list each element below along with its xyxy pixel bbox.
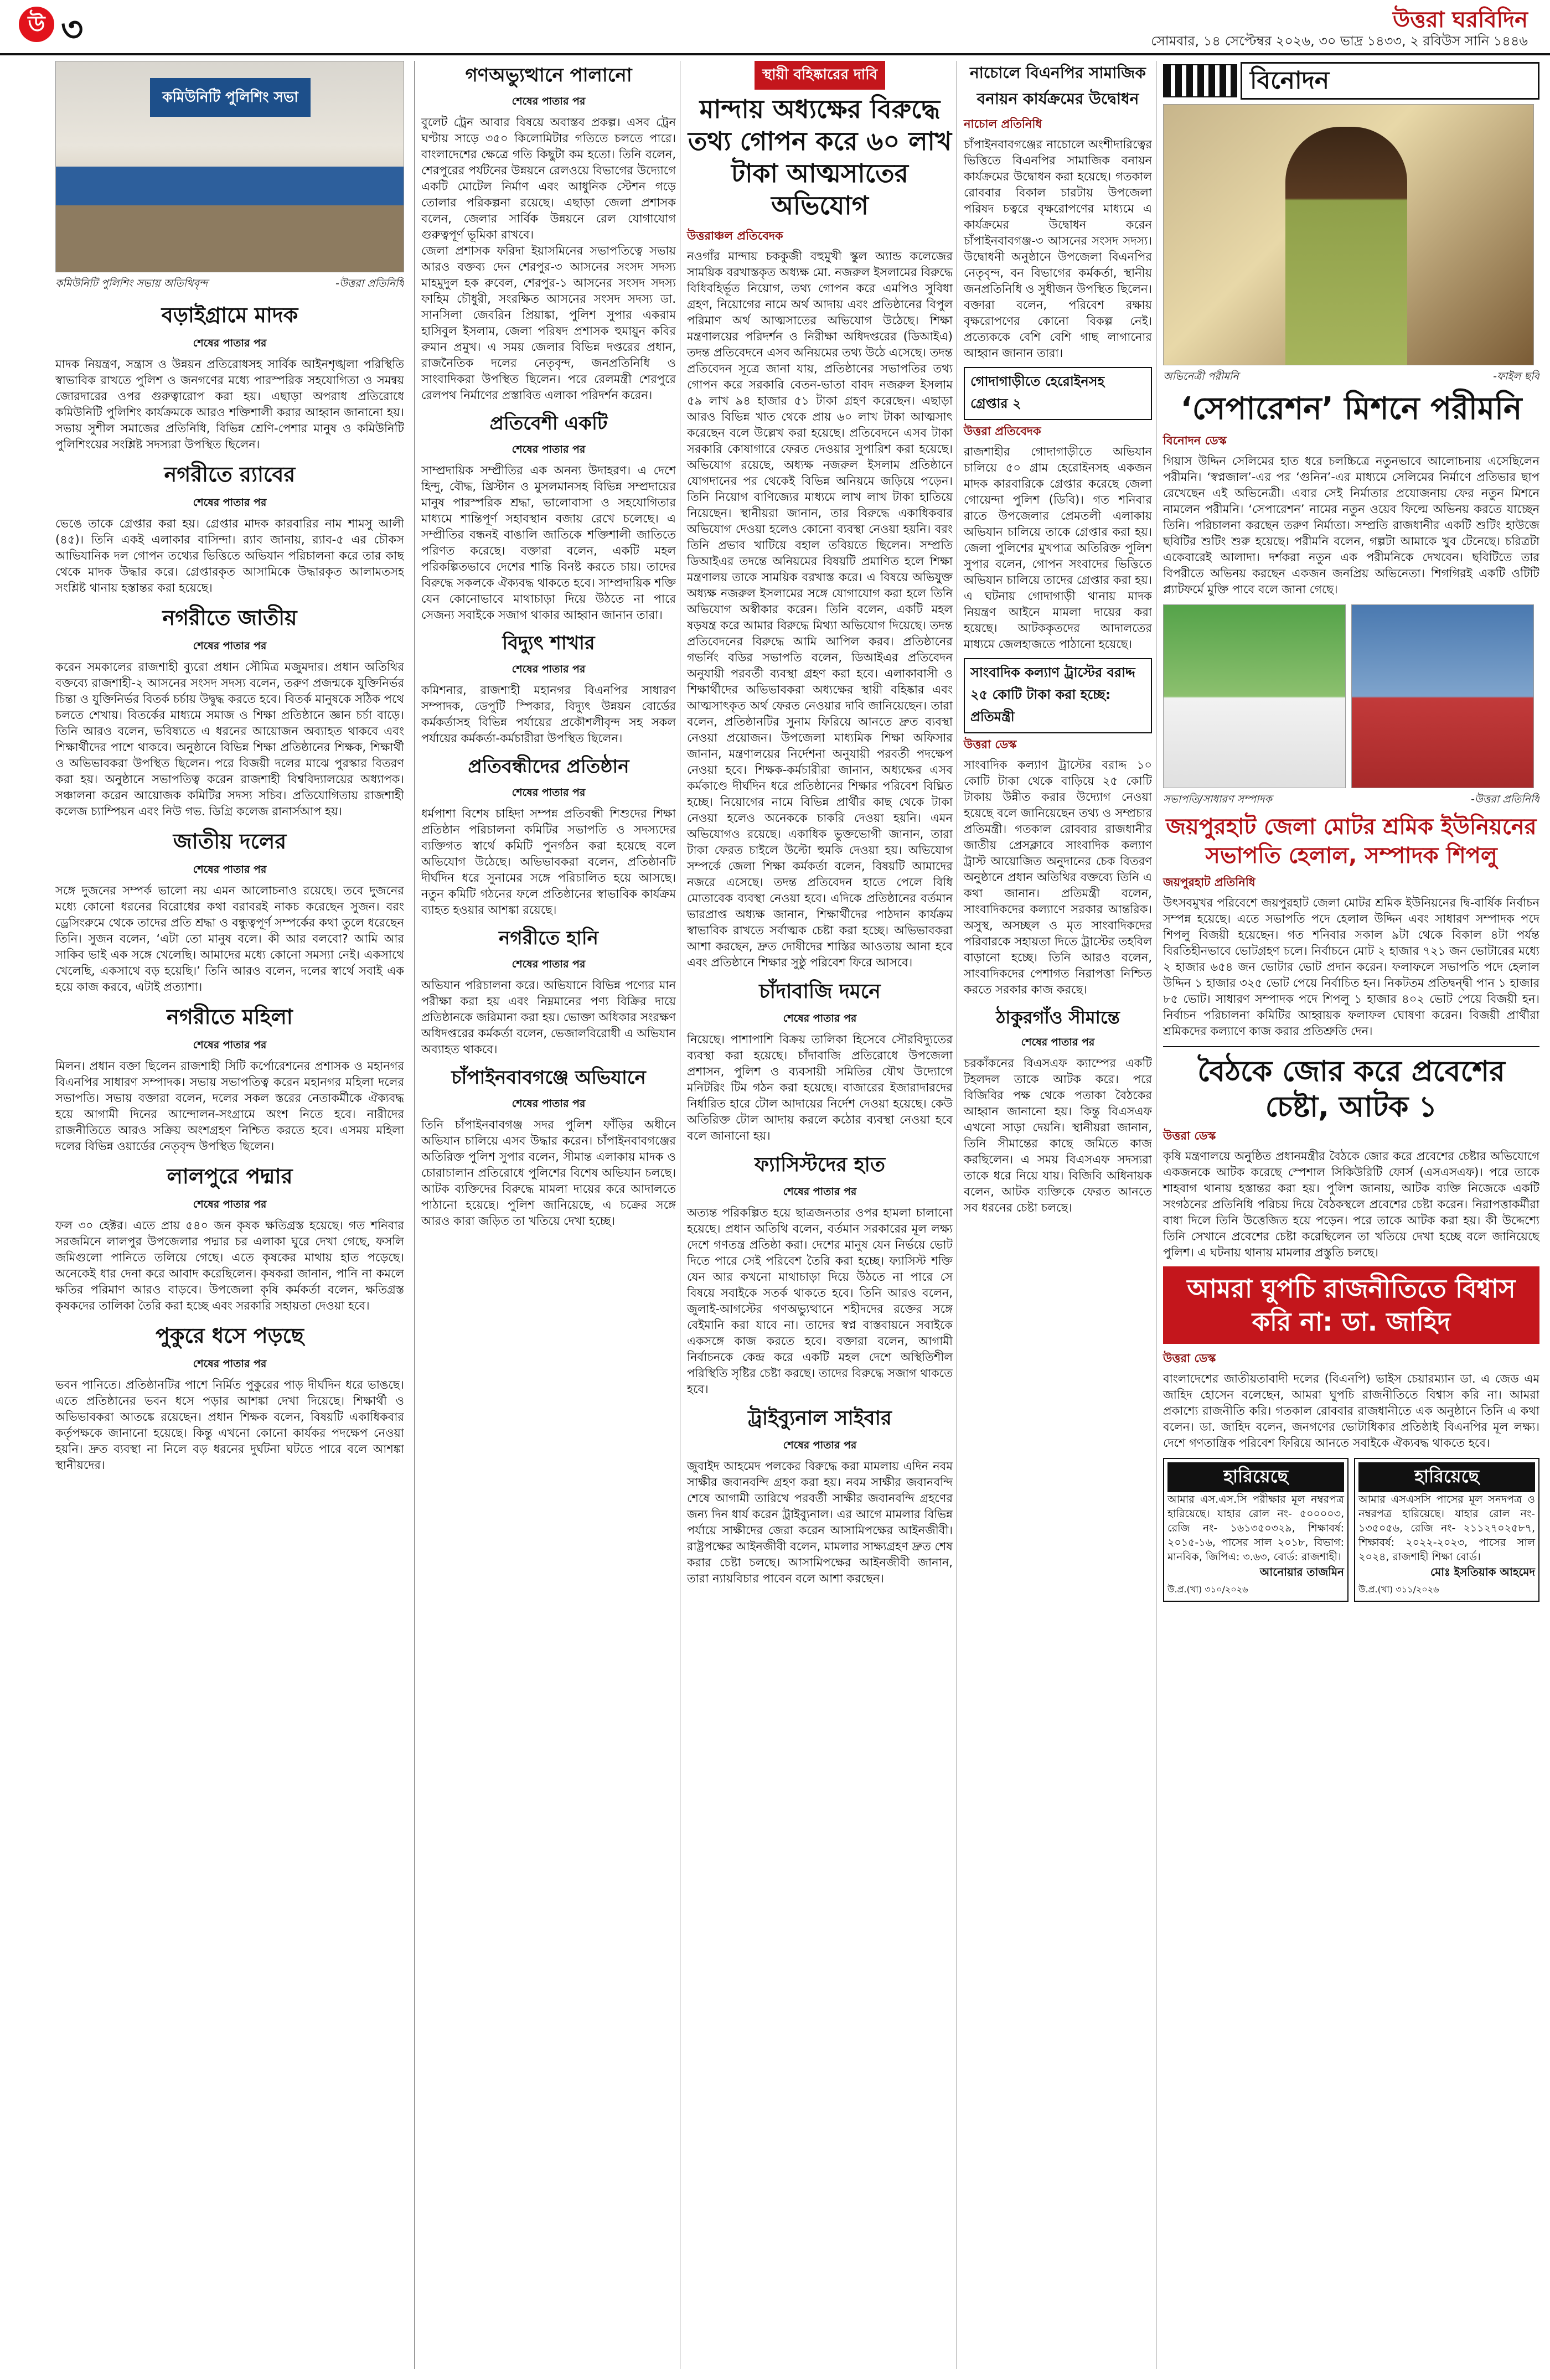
headline-11: প্রতিবন্ধীদের প্রতিষ্ঠান: [468, 756, 629, 778]
article-body-17: চাঁপাইনবাবগঞ্জের নাচোলে অংশীদারিত্বের ভিত্তিতে বিএনপির সামাজিক বনায়ন কার্যক্রমের উদ্বোধন করা হয়েছে। গতকাল রোববার বিকাল চারটায় উপজেলা পরিষদ চত্বরে বৃক্ষরোপণের মাধ্যমে এ কার্যক্রমের উদ্বোধন করেন চাঁপাইনবাবগঞ্জ-৩ আসনের সংসদ সদস্য। উদ্বোধনী অনুষ্ঠানে উপজেলা বিএনপির নেতৃবৃন্দ, বন বিভাগের কর্মকর্তা, স্থানীয় জনপ্রতিনিধি ও সুধীজন উপস্থিত ছিলেন। বক্তারা বলেন, পরিবেশ রক্ষায় বৃক্ষরোপণের কোনো বিকল্প নেই। প্রত্যেককে বেশি বেশি গাছ লাগানোর আহ্বান জানান তারা।: [964, 138, 1152, 360]
subhead-7: শেষের পাতার পর: [193, 1358, 267, 1370]
headline-3: নগরীতে জাতীয়: [162, 606, 297, 630]
headline-16: ট্রাইব্যুনাল সাইবার: [748, 1407, 892, 1430]
section-label: বিনোদন: [1241, 62, 1539, 100]
photo-caption-2: [1163, 369, 1539, 386]
headline-8: গণঅভ্যুত্থানে পালানো: [465, 64, 632, 86]
headline-12: নগরীতে হানি: [499, 927, 598, 949]
lead-byline: উত্তরাঞ্চল প্রতিবেদক: [687, 229, 783, 242]
article-body-9: সাম্প্রদায়িক সম্প্রীতির এক অনন্য উদাহরণ। এ দেশে হিন্দু, বৌদ্ধ, খ্রিস্টান ও মুসলমানসহ বিভিন্ন সম্প্রদায়ের মানুষ পারস্পরিক শ্রদ্ধা, ভালোবাসা ও সহযোগিতার মাধ্যমে শান্তিপূর্ণ সহাবস্থান বজায় রেখে চলেছে। এ সম্প্রীতির বন্ধনই বাঙালি জাতিকে শক্তিশালী জাতিতে পরিণত করেছে। বক্তারা বলেন, একটি মহল পরিকল্পিতভাবে দেশের শান্তি বিনষ্ট করতে চায়। তাদের বিরুদ্ধে সকলকে ঐক্যবদ্ধ থাকতে হবে। সাম্প্রদায়িক শক্তি যেন কোনোভাবে মাথাচাড়া দিয়ে উঠতে না পারে সেজন্য সবাইকে সজাগ থাকার আহ্বান জানান তারা।: [421, 464, 676, 622]
lost-notice-1-body: আমার এস.এস.সি পরীক্ষার মূল নম্বরপত্র হারিয়েছে। যাহার রোল নং- ৫০০০০৩, রেজি নং- ১৬১৩৫০৩২৯, শিক্ষাবর্ষ: ২০১৫-১৬, পাসের সাল ২০১৮, বিভাগ: মানবিক, জিপিএ: ৩.৬৩, বোর্ড: রাজশাহী।: [1167, 1493, 1344, 1563]
porimoni-photo: [1163, 104, 1534, 365]
article-body-21: গিয়াস উদ্দিন সেলিমের হাত ধরে চলচ্চিত্রে নতুনভাবে আলোচনায় এসেছিলেন পরীমনি। ‘স্বপ্নজাল’-এর পর ‘গুনিন’-এর মাধ্যমে সেলিমের নির্মাণে প্রতিভার ছাপ রেখেছেন এই অভিনেত্রী। এবার সেই নির্মাতার প্রযোজনায় ফের নতুন মিশনে নামলেন পরীমনি। ‘সেপারেশন’ নামের নতুন ওয়েব ফিল্মে অভিনয় করতে যাচ্ছেন তিনি। পরিচালনা করছেন তরুণ নির্মাতা। সম্প্রতি রাজধানীর একটি শুটিং হাউজে ছবিটির শুটিং শুরু হয়েছে। পরীমনি বলেন, গল্পটা আমাকে খুব টেনেছে। চরিত্রটা একেবারেই আলাদা। দর্শকরা নতুন এক পরীমনিকে দেখবেন। ছবিটিতে তার বিপরীতে অভিনয় করছেন একজন জনপ্রিয় অভিনেতা। শিগগিরই একটি ওটিটি প্ল্যাটফর্মে মুক্তি পাবে বলে জানা গেছে।: [1163, 454, 1539, 596]
headline-4: জাতীয় দলের: [173, 829, 287, 853]
headline-1: বড়াইগ্রামে মাদক: [161, 303, 298, 327]
article-body-19: সাংবাদিক কল্যাণ ট্রাস্টের বরাদ্দ ১০ কোটি টাকা থেকে বাড়িয়ে ২৫ কোটি টাকায় উন্নীত করার উদ্যোগ নেওয়া হয়েছে বলে জানিয়েছেন তথ্য ও সম্প্রচার প্রতিমন্ত্রী। গতকাল রোববার রাজধানীর জাতীয় প্রেসক্লাবে সাংবাদিক কল্যাণ ট্রাস্ট আয়োজিত অনুদানের চেক বিতরণ অনুষ্ঠানে প্রধান অতিথির বক্তব্যে তিনি এ কথা জানান। প্রতিমন্ত্রী বলেন, সাংবাদিকদের কল্যাণে সরকার আন্তরিক। অসুস্থ, অসচ্ছল ও মৃত সাংবাদিকদের পরিবারকে সহায়তা দিতে ট্রাস্টের তহবিল বাড়ানো হচ্ছে। তিনি আরও বলেন, সাংবাদিকদের পেশাগত নিরাপত্তা নিশ্চিত করতে সরকার কাজ করছে।: [964, 758, 1152, 996]
headline-15: ফ্যাসিস্টদের হাত: [754, 1153, 886, 1176]
byline-21: বিনোদন ডেস্ক: [1163, 434, 1227, 447]
subhead-6: শেষের পাতার পর: [193, 1198, 267, 1210]
subhead-16: শেষের পাতার পর: [783, 1439, 857, 1451]
photo-credit-3: -উত্তরা প্রতিনিধি: [1471, 793, 1539, 805]
subhead-5: শেষের পাতার পর: [193, 1039, 267, 1051]
byline-23: উত্তরা ডেস্ক: [1163, 1129, 1216, 1142]
lost-notice-2: [1354, 1458, 1539, 1602]
portrait-figure: [1285, 127, 1407, 365]
subhead-11: শেষের পাতার পর: [512, 787, 586, 799]
headline-9: প্রতিবেশী একটি: [489, 412, 608, 434]
article-body-14: নিয়েছে। পাশাপাশি বিক্রয় তালিকা হিসেবে সৌরবিদ্যুতের ব্যবস্থা করা হয়েছে। চাঁদাবাজি প্রতিরোধে উপজেলা প্রশাসন, পুলিশ ও ব্যবসায়ী সমিতির যৌথ উদ্যোগে মনিটরিং টিম গঠন করা হয়েছে। বাজারের ইজারাদারদের নির্ধারিত হারে টোল আদায়ের নির্দেশ দেওয়া হয়েছে। কেউ অতিরিক্ত টোল আদায় করলে কঠোর ব্যবস্থা নেওয়া হবে বলে জানানো হয়।: [687, 1033, 953, 1142]
headline-24: আমরা ঘুপচি রাজনীতিতে বিশ্বাস করি না: ডা. জাহিদ: [1163, 1266, 1539, 1344]
column-4: [957, 61, 1152, 2369]
paper-name: উত্তরা ঘরবিদিন: [1392, 7, 1528, 33]
headline-22: জয়পুরহাট জেলা মোটর শ্রমিক ইউনিয়নের সভাপতি হেলাল, সম্পাদক শিপলু: [1166, 814, 1537, 868]
article-body-15: অত্যন্ত পরিকল্পিত হয়ে ছাত্রজনতার ওপর হামলা চালানো হয়েছে। প্রধান অতিথি বলেন, বর্তমান সরকারের মূল লক্ষ্য দেশে গণতন্ত্র প্রতিষ্ঠা করা। দেশের মানুষ যেন নির্ভয়ে ভোট দিতে পারে সেই পরিবেশ তৈরি করা হচ্ছে। ফ্যাসিস্ট শক্তি যেন আর কখনো মাথাচাড়া দিয়ে উঠতে না পারে সে বিষয়ে সবাইকে সতর্ক থাকতে হবে। তিনি আরও বলেন, জুলাই-আগস্টের গণঅভ্যুত্থানে শহীদদের রক্তের সঙ্গে বেইমানি করা যাবে না। তাদের স্বপ্ন বাস্তবায়নে সবাইকে একসঙ্গে কাজ করতে হবে। বক্তারা বলেন, আগামী নির্বাচনকে কেন্দ্র করে একটি মহল দেশে অস্থিতিশীল পরিস্থিতি সৃষ্টির চেষ্টা করছে। তাদের বিরুদ্ধে সজাগ থাকতে হবে।: [687, 1206, 953, 1396]
subhead-14: শেষের পাতার পর: [783, 1012, 857, 1025]
subhead-20: শেষের পাতার পর: [1021, 1036, 1095, 1048]
photo-banner: কমিউনিটি পুলিশিং সভা: [150, 78, 311, 117]
article-body-13: তিনি চাঁপাইনবাবগঞ্জ সদর পুলিশ ফাঁড়ির অধীনে অভিযান চালিয়ে এসব উদ্ধার করেন। চাঁপাইনবাবগঞ্জের অতিরিক্ত পুলিশ সুপার বলেন, সীমান্ত এলাকায় মাদক ও চোরাচালান প্রতিরোধে পুলিশের বিশেষ অভিযান চলছে। আটক ব্যক্তিদের বিরুদ্ধে মামলা দায়ের করে আদালতে পাঠানো হয়েছে। পুলিশ জানিয়েছে, এ চক্রের সঙ্গে আরও কারা জড়িত তা খতিয়ে দেখা হচ্ছে।: [421, 1118, 676, 1228]
article-body-5: মিলন। প্রধান বক্তা ছিলেন রাজশাহী সিটি কর্পোরেশনের প্রশাসক ও মহানগর বিএনপির সাধারণ সম্পাদক। সভায় সভাপতিত্ব করেন মহানগর মহিলা দলের সভাপতি। সভায় বক্তারা বলেন, দলের সকল স্তরের নেতাকর্মীকে ঐক্যবদ্ধ হয়ে আগামী দিনের আন্দোলন-সংগ্রামে অংশ নিতে হবে। নারীদের রাজনীতিতে আরও সক্রিয় অংশগ্রহণ নিশ্চিত করতে হবে। এসময় মহিলা দলের বিভিন্ন ওয়ার্ডের নেতৃবৃন্দ উপস্থিত ছিলেন।: [55, 1059, 404, 1153]
headline-23: বৈঠকে জোর করে প্রবেশের চেষ্টা, আটক ১: [1197, 1055, 1505, 1124]
headline-19: সাংবাদিক কল্যাণ ট্রাস্টের বরাদ্দ ২৫ কোটি টাকা করা হচ্ছে: প্রতিমন্ত্রী: [964, 658, 1152, 733]
headline-18: গোদাগাড়ীতে হেরোইনসহ গ্রেপ্তার ২: [964, 367, 1152, 420]
article-body-11: ধর্মপাশা বিশেষ চাহিদা সম্পন্ন প্রতিবন্ধী শিশুদের শিক্ষা প্রতিষ্ঠান পরিচালনা কমিটির সভাপতি ও সদস্যদের ব্যক্তিগত স্বার্থে কমিটি পুনর্গঠন করা হয়েছে বলে অভিযোগ উঠেছে। অভিভাবকরা বলেন, প্রতিষ্ঠানটি দীর্ঘদিন ধরে সুনামের সঙ্গে পরিচালিত হয়ে আসছে। নতুন কমিটি গঠনের ফলে প্রতিষ্ঠানের স্বাভাবিক কার্যক্রম ব্যাহত হওয়ার আশঙ্কা রয়েছে।: [421, 807, 676, 917]
film-strip-icon: [1163, 64, 1237, 97]
logo-icon: উ: [19, 7, 54, 42]
article-body-2: ভেঙে তাকে গ্রেপ্তার করা হয়। গ্রেপ্তার মাদক কারবারির নাম শামসু আলী (৪৫)। তিনি একই এলাকার বাসিন্দা। র‍্যাব জানায়, র‍্যাব-৫ এর চৌকস আভিযানিক দল গোপন তথ্যের ভিত্তিতে অভিযান পরিচালনা করে তার কাছ থেকে মাদক উদ্ধার করে। গ্রেপ্তারকৃত আসামিকে উদ্ধারকৃত আলামতসহ সংশ্লিষ্ট থানায় হস্তান্তর করা হয়েছে।: [55, 517, 404, 594]
photo-caption-text: কমিউনিটি পুলিশিং সভায় অতিথিবৃন্দ: [55, 277, 208, 289]
byline-24: উত্তরা ডেস্ক: [1163, 1352, 1216, 1365]
headline-2: নগরীতে র‍্যাবের: [164, 462, 296, 487]
lead-column: [680, 61, 953, 2369]
lost-notice-1-name: আনোয়ার তাজমিন: [1259, 1565, 1344, 1579]
date-line: সোমবার, ১৪ সেপ্টেম্বর ২০২৬, ৩০ ভাদ্র ১৪৩৩, ২ রবিউস সানি ১৪৪৬: [1151, 33, 1528, 49]
article-body-3: করেন সমকালের রাজশাহী ব্যুরো প্রধান সৌমিত্র মজুমদার। প্রধান অতিথির বক্তব্যে রাজশাহী-২ আসনের সংসদ সদস্য বলেন, তরুণ প্রজন্মকে যুক্তিনির্ভর চিন্তা ও যুক্তিনির্ভর বিতর্ক চর্চায় উদ্বুদ্ধ করতে হবে। বিতর্ক মানুষকে সঠিক পথে চলতে শেখায়। বিতর্কের মাধ্যমে সমাজ ও শিক্ষা প্রতিষ্ঠানে জ্ঞান চর্চা বাড়ে। তিনি আরও বলেন, ভবিষ্যতে এ ধরনের আয়োজন অব্যাহত থাকবে এবং শিক্ষার্থীদের পাশে থাকবে। অনুষ্ঠানে বিভিন্ন শিক্ষা প্রতিষ্ঠানের শিক্ষক, শিক্ষার্থী ও অভিভাবকরা উপস্থিত ছিলেন। পরে বিজয়ী দলের মাঝে পুরস্কার বিতরণ করা হয়। অনুষ্ঠানে সভাপতিত্ব করেন রাজশাহী বিশ্ববিদ্যালয়ের অধ্যাপক। সঞ্চালনা করেন আয়োজক কমিটির সদস্য সচিব। প্রতিযোগিতায় রাজশাহী কলেজ চ্যাম্পিয়ন এবং নিউ গভ. ডিগ্রি কলেজ রানার্সআপ হয়।: [55, 660, 404, 818]
article-body-22: উৎসবমুখর পরিবেশে জয়পুরহাট জেলা মোটর শ্রমিক ইউনিয়নের দ্বি-বার্ষিক নির্বাচন সম্পন্ন হয়েছে। এতে সভাপতি পদে হেলাল উদ্দিন এবং সাধারণ সম্পাদক পদে শিপলু বিজয়ী হয়েছেন। গত শনিবার সকাল ৯টা থেকে বিকাল ৪টা পর্যন্ত বিরতিহীনভাবে ভোটগ্রহণ চলে। নির্বাচনে মোট ২ হাজার ৭২১ জন ভোটারের মধ্যে ২ হাজার ৬৫৪ জন ভোটার ভোট প্রদান করেন। ফলাফলে সভাপতি পদে হেলাল উদ্দিন ১ হাজার ৩২৫ ভোট পেয়ে নির্বাচিত হন। নিকটতম প্রতিদ্বন্দ্বী পান ১ হাজার ৮৫ ভোট। সাধারণ সম্পাদক পদে শিপলু ১ হাজার ৪০২ ভোট পেয়ে বিজয়ী হন। নির্বাচন পরিচালনা কমিটির আহ্বায়ক ফলাফল ঘোষণা করেন। বিজয়ী প্রার্থীরা শ্রমিকদের কল্যাণে কাজ করার প্রতিশ্রুতি দেন।: [1163, 896, 1539, 1038]
byline-17: নাচোল প্রতিনিধি: [964, 117, 1042, 131]
lost-notice-2-name: মোঃ ইসতিয়াক আহমেদ: [1430, 1565, 1535, 1579]
article-body-6: ফল ৩০ হেক্টর। এতে প্রায় ৫৪০ জন কৃষক ক্ষতিগ্রস্ত হয়েছে। গত শনিবার সরজমিনে লালপুর উপজেলার পদ্মার চর এলাকা ঘুরে দেখা গেছে, ফসলি জমিগুলো পানিতে তলিয়ে গেছে। এতে কৃষকের মাথায় হাত পড়েছে। অনেকেই ধার দেনা করে আবাদ করেছিলেন। কৃষকরা জানান, পানি না কমলে ক্ষতির পরিমাণ আরও বাড়বে। উপজেলা কৃষি কর্মকর্তা বলেন, ক্ষতিগ্রস্ত কৃষকদের তালিকা তৈরি করা হচ্ছে এবং সরকারি সহায়তা দেওয়া হবে।: [55, 1219, 404, 1312]
subhead-10: শেষের পাতার পর: [512, 663, 586, 675]
audience: [56, 205, 404, 272]
byline-22: জয়পুরহাট প্রতিনিধি: [1163, 876, 1256, 889]
lost-notice-1-ref: উ.প্র.(খা) ৩১০/২০২৬: [1167, 1584, 1248, 1595]
lead-headline: মান্দায় অধ্যক্ষের বিরুদ্ধে তথ্য গোপন করে ৬০ লাখ টাকা আত্মসাতের অভিযোগ: [688, 94, 952, 220]
subhead-8: শেষের পাতার পর: [512, 95, 586, 107]
subhead-13: শেষের পাতার পর: [512, 1098, 586, 1110]
article-body-20: চরকাঁকনের বিএসএফ ক্যাম্পের একটি টহলদল তাকে আটক করে। পরে বিজিবির পক্ষ থেকে পতাকা বৈঠকের আহ্বান জানানো হয়। কিন্তু বিএসএফ এখনো সাড়া দেয়নি। স্থানীয়রা জানান, তিনি সীমান্তের কাছে জমিতে কাজ করছিলেন। এ সময় বিএসএফ সদস্যরা তাকে ধরে নিয়ে যায়। বিজিবি অধিনায়ক বলেন, আটক ব্যক্তিকে ফেরত আনতে সব ধরনের চেষ্টা চলছে।: [964, 1057, 1152, 1214]
lead-body: নওগাঁর মান্দায় চককুজী বহুমুখী স্কুল অ্যান্ড কলেজের সাময়িক বরখাস্তকৃত অধ্যক্ষ মো. নজরুল ইসলামের বিরুদ্ধে বিধিবহির্ভূত নিয়োগ, তথ্য গোপন করে এমপিও সুবিধা গ্রহণ, নিয়োগের নামে অর্থ আদায় এবং প্রতিষ্ঠানের বিপুল পরিমাণ অর্থ আত্মসাতের অভিযোগ উঠেছে। শিক্ষা মন্ত্রণালয়ের পরিদর্শন ও নিরীক্ষা অধিদপ্তরের (ডিআইএ) তদন্ত প্রতিবেদনে এসব অনিয়মের তথ্য উঠে এসেছে। তদন্ত প্রতিবেদন সূত্রে জানা যায়, প্রতিষ্ঠানের সভাপতির তথ্য গোপন করে সরকারি বেতন-ভাতা বাবদ নজরুল ইসলাম ৫৯ লাখ ৯৪ হাজার ৫১ টাকা গ্রহণ করেছেন। এছাড়া আরও বিভিন্ন খাত থেকে প্রায় ৬০ লাখ টাকা আত্মসাৎ করেছেন বলে উল্লেখ করা হয়েছে। প্রতিবেদনে এসব টাকা সরকারি কোষাগারে ফেরত দেওয়ার সুপারিশ করা হয়েছে। অভিযোগ রয়েছে, অধ্যক্ষ নজরুল ইসলাম প্রতিষ্ঠানে যোগদানের পর থেকেই বিভিন্ন অনিয়মে জড়িয়ে পড়েন। তিনি নিয়োগ বাণিজ্যের মাধ্যমে লাখ লাখ টাকা হাতিয়ে নিয়েছেন। স্থানীয়রা জানান, তার বিরুদ্ধে একাধিকবার অভিযোগ দেওয়া হলেও কোনো ব্যবস্থা নেওয়া হয়নি। বরং তিনি প্রভাব খাটিয়ে বহাল তবিয়তে ছিলেন। সম্প্রতি ডিআইএর তদন্তে অনিয়মের বিষয়টি প্রমাণিত হলে শিক্ষা মন্ত্রণালয় তাকে সাময়িক বরখাস্ত করে। এ বিষয়ে অভিযুক্ত অধ্যক্ষ নজরুল ইসলামের সঙ্গে যোগাযোগ করা হলে তিনি অভিযোগ অস্বীকার করেন। তিনি বলেন, একটি মহল ষড়যন্ত্র করে আমার বিরুদ্ধে মিথ্যা অভিযোগ দিয়েছে। তদন্ত প্রতিবেদনের বিরুদ্ধে আমি আপিল করব। প্রতিষ্ঠানের গভর্নিং বডির সভাপতি বলেন, ডিআইএর প্রতিবেদন অনুযায়ী পরবর্তী ব্যবস্থা গ্রহণ করা হবে। এলাকাবাসী ও শিক্ষার্থীদের অভিভাবকরা অধ্যক্ষের স্থায়ী বহিষ্কার এবং আত্মসাৎকৃত অর্থ ফেরত নেওয়ার দাবি জানিয়েছেন। তারা বলেন, প্রতিষ্ঠানটির সুনাম ফিরিয়ে আনতে দ্রুত ব্যবস্থা নেওয়া প্রয়োজন। উপজেলা মাধ্যমিক শিক্ষা অফিসার জানান, মন্ত্রণালয়ের নির্দেশনা অনুযায়ী পরবর্তী পদক্ষেপ নেওয়া হবে। শিক্ষক-কর্মচারীরা জানান, অধ্যক্ষের এসব কর্মকাণ্ডে দীর্ঘদিন ধরে প্রতিষ্ঠানের শিক্ষার পরিবেশ বিঘ্নিত হচ্ছে। নিয়োগের নামে বিভিন্ন প্রার্থীর কাছ থেকে টাকা নেওয়া হলেও অনেককে চাকরি দেওয়া হয়নি। এমন অভিযোগও রয়েছে। একাধিক ভুক্তভোগী জানান, তারা টাকা ফেরত চাইলে উল্টো হুমকি দেওয়া হয়। অভিযোগ সম্পর্কে জেলা শিক্ষা কর্মকর্তা বলেন, বিষয়টি আমাদের নজরে এসেছে। তদন্ত প্রতিবেদন হাতে পেলে বিধি মোতাবেক ব্যবস্থা নেওয়া হবে। এদিকে প্রতিষ্ঠানের বর্তমান ভারপ্রাপ্ত অধ্যক্ষ জানান, শিক্ষার্থীদের পাঠদান কার্যক্রম স্বাভাবিক রাখতে সর্বাত্মক চেষ্টা করা হচ্ছে। অভিভাবকরা আশা করছেন, দ্রুত দোষীদের শাস্তির আওতায় আনা হবে এবং প্রতিষ্ঠানে শিক্ষার সুষ্ঠু পরিবেশ ফিরে আসবে।: [687, 250, 953, 969]
photo-caption-2-text: অভিনেত্রী পরীমনি: [1163, 370, 1239, 382]
article-body-4: সঙ্গে দুজনের সম্পর্ক ভালো নয় এমন আলোচনাও রয়েছে। তবে দুজনের মধ্যে কোনো ধরনের বিরোধের কথা বরাবরই নাকচ করেছেন সুজন। বরং ড্রেসিংরুমে থেকে তাদের প্রতি শ্রদ্ধা ও বন্ধুত্বপূর্ণ সম্পর্কের কথা তুলে ধরেছেন তিনি। সুজন বলেন, ‘এটা তো মানুষ বলে। কী আর বলবো? আমি আর সাকিব ভাই এক সঙ্গে খেলেছি। আমাদের মধ্যে কোনো সমস্যা নেই। একসাথে খেলেছি, একসাথে বড় হয়েছি।’ তিনি আরও বলেন, দলের স্বার্থে সবাই এক হয়ে কাজ করবে, এটাই প্রত্যাশা।: [55, 884, 404, 994]
head-table: [56, 167, 404, 205]
subhead-4: শেষের পাতার পর: [193, 863, 267, 876]
photo-caption-3: [1163, 791, 1539, 809]
byline-19: উত্তরা ডেস্ক: [964, 738, 1017, 751]
column-1: [55, 61, 404, 2369]
article-body-7: ভবন পানিতে। প্রতিষ্ঠানটির পাশে নির্মিত পুকুরের পাড় দীর্ঘদিন ধরে ভাঙছে। এতে প্রতিষ্ঠানের ভবন ধসে পড়ার আশঙ্কা দেখা দিয়েছে। শিক্ষার্থী ও অভিভাবকরা আতঙ্কে রয়েছেন। প্রধান শিক্ষক বলেন, বিষয়টি একাধিকবার কর্তৃপক্ষকে জানানো হয়েছে। কিন্তু এখনো কোনো কার্যকর পদক্ষেপ নেওয়া হয়নি। দ্রুত ব্যবস্থা না নিলে বড় ধরনের দুর্ঘটনা ঘটতে পারে বলে আশঙ্কা স্থানীয়দের।: [55, 1378, 404, 1472]
lost-notice-2-ref: উ.প্র.(খা) ৩১১/২০২৬: [1358, 1584, 1439, 1595]
article-body-18: রাজশাহীর গোদাগাড়ীতে অভিযান চালিয়ে ৫০ গ্রাম হেরোইনসহ একজন মাদক কারবারিকে গ্রেপ্তার করেছে জেলা গোয়েন্দা পুলিশ (ডিবি)। গত শনিবার রাতে উপজেলার প্রেমতলী এলাকায় অভিযান চালিয়ে তাকে গ্রেপ্তার করা হয়। জেলা পুলিশের মুখপাত্র অতিরিক্ত পুলিশ সুপার বলেন, গোপন সংবাদের ভিত্তিতে অভিযান চালিয়ে তাদের গ্রেপ্তার করা হয়। এ ঘটনায় গোদাগাড়ী থানায় মাদক নিয়ন্ত্রণ আইনে মামলা দায়ের করা হয়েছে। আটককৃতদের আদালতের মাধ্যমে জেলহাজতে পাঠানো হয়েছে।: [964, 445, 1152, 651]
union-photos: [1163, 604, 1539, 788]
subhead-1: শেষের পাতার পর: [193, 337, 267, 349]
article-body-24: বাংলাদেশের জাতীয়তাবাদী দলের (বিএনপি) ভাইস চেয়ারম্যান ডা. এ জেড এম জাহিদ হোসেন বলেছেন, আমরা ঘুপচি রাজনীতিতে বিশ্বাস করি না। আমরা প্রকাশ্যে রাজনীতি করি। গতকাল রোববার রাজধানীতে এক অনুষ্ঠানে তিনি এ কথা বলেন। ডা. জাহিদ বলেন, জনগণের ভোটাধিকার প্রতিষ্ঠাই বিএনপির মূল লক্ষ্য। দেশে গণতান্ত্রিক পরিবেশ ফিরিয়ে আনতে সবাইকে ঐক্যবদ্ধ থাকতে হবে।: [1163, 1372, 1539, 1450]
column-5: [1156, 61, 1539, 2369]
entertainment-banner: [1163, 61, 1539, 100]
headline-7: পুকুরে ধসে পড়ছে: [156, 1323, 304, 1348]
photo-caption-3-text: সভাপতি/সাধারণ সম্পাদক: [1163, 793, 1272, 805]
headline-17: নাচোলে বিএনপির সামাজিক বনায়ন কার্যক্রমের উদ্বোধন: [970, 64, 1146, 108]
headline-21: ‘সেপারেশন’ মিশনে পরীমনি: [1180, 391, 1522, 427]
subhead-9: শেষের পাতার পর: [512, 443, 586, 456]
photo-credit-2: -ফাইল ছবি: [1493, 370, 1539, 382]
headline-13: চাঁপাইনবাবগঞ্জে অভিযানে: [451, 1067, 646, 1089]
lost-notice-2-body: আমার এসএসসি পাসের মূল সনদপত্র ও নম্বরপত্র হারিয়েছে। যাহার রোল নং- ১৩৫০৫৬, রেজি নং- ২১১২৭০২৫৮৭, শিক্ষাবর্ষ: ২০২২-২০২৩, পাসের সাল ২০২৪, রাজশাহী শিক্ষা বোর্ড।: [1358, 1493, 1535, 1563]
headline-18-wrap: [964, 367, 1152, 420]
secretary-photo: [1351, 604, 1534, 788]
lost-notice-2-title: হারিয়েছে: [1358, 1462, 1535, 1492]
article-body-23: কৃষি মন্ত্রণালয়ে অনুষ্ঠিত প্রধানমন্ত্রীর বৈঠকে জোর করে প্রবেশের চেষ্টার অভিযোগে একজনকে আটক করেছে স্পেশাল সিকিউরিটি ফোর্স (এসএসএফ)। পরে তাকে শাহবাগ থানায় হস্তান্তর করা হয়। পুলিশ জানায়, আটক ব্যক্তি নিজেকে একটি সংগঠনের প্রতিনিধি পরিচয় দিয়ে বৈঠকস্থলে প্রবেশের চেষ্টা করেন। নিরাপত্তাকর্মীরা বাধা দিলে তিনি উত্তেজিত হয়ে পড়েন। পরে তাকে আটক করা হয়। কী উদ্দেশ্যে তিনি সেখানে প্রবেশের চেষ্টা করেছিলেন তা খতিয়ে দেখা হচ্ছে বলে জানিয়েছে পুলিশ। এ ঘটনায় থানায় মামলার প্রস্তুতি চলছে।: [1163, 1150, 1539, 1259]
page-number: ৩: [61, 9, 84, 49]
article-body-16: জুবাইদ আহমেদ পলকের বিরুদ্ধে করা মামলায় এদিন নবম সাক্ষীর জবানবন্দি গ্রহণ করা হয়। নবম সাক্ষীর জবানবন্দি শেষে আগামী তারিখে পরবর্তী সাক্ষীর জবানবন্দি গ্রহণের জন্য দিন ধার্য করেন ট্রাইব্যুনাল। এর আগে মামলার বিভিন্ন পর্যায়ে সাক্ষীদের জেরা করেন আসামিপক্ষের আইনজীবী। রাষ্ট্রপক্ষের আইনজীবী বলেন, মামলার সাক্ষ্যগ্রহণ দ্রুত শেষ করার চেষ্টা চলছে। আসামিপক্ষের আইনজীবী জানান, তারা ন্যায়বিচার পাবেন বলে আশা করছেন।: [687, 1460, 953, 1585]
subhead-2: শেষের পাতার পর: [193, 496, 267, 509]
lost-notice-1: [1163, 1458, 1348, 1602]
headline-19-wrap: [964, 658, 1152, 733]
subhead-15: শেষের পাতার পর: [783, 1186, 857, 1198]
article-body-12: অভিযান পরিচালনা করে। অভিযানে বিভিন্ন পণ্যের মান পরীক্ষা করা হয় এবং নিম্নমানের পণ্য বিক্রির দায়ে প্রতিষ্ঠানকে জরিমানা করা হয়। ভোক্তা অধিকার সংরক্ষণ অধিদপ্তরের কর্মকর্তা বলেন, ভেজালবিরোধী এ অভিযান অব্যাহত থাকবে।: [421, 979, 676, 1056]
president-photo: [1163, 604, 1346, 788]
photo-credit: -উত্তরা প্রতিনিধি: [335, 277, 404, 289]
byline-18: উত্তরা প্রতিবেদক: [964, 425, 1041, 438]
article-body-10: কমিশনার, রাজশাহী মহানগর বিএনপির সাধারণ সম্পাদক, ডেপুটি স্পিকার, বিদ্যুৎ উন্নয়ন বোর্ডের কর্মকর্তাসহ বিভিন্ন পর্যায়ের প্রকৌশলীবৃন্দ সহ সকল পর্যায়ের কর্মকর্তা-কর্মচারীরা উপস্থিত ছিলেন।: [421, 684, 676, 745]
subhead-3: শেষের পাতার পর: [193, 640, 267, 652]
headline-20: ঠাকুরগাঁও সীমান্তে: [996, 1007, 1120, 1028]
lost-notices: [1163, 1458, 1539, 1602]
photo-caption: [55, 276, 404, 293]
community-policing-photo: [55, 61, 404, 272]
headline-5: নগরীতে মহিলা: [167, 1005, 293, 1029]
headline-10: বিদ্যুৎ শাখার: [502, 632, 595, 654]
lead-kicker-wrap: [687, 61, 953, 90]
divider: [1163, 1046, 1539, 1047]
article-body-8b: জেলা প্রশাসক ফরিদা ইয়াসমিনের সভাপতিত্বে সভায় আরও বক্তব্য দেন শেরপুর-৩ আসনের সংসদ সদস্য মাহমুদুল হক রুবেল, শেরপুর-১ আসনের সংসদ সদস্য ফাহিম চৌধুরী, সংরক্ষিত আসনের সংসদ সদস্য ডা. সানসিলা জেবরিন প্রিয়াঙ্কা, পুলিশ সুপার একরাম হাসিবুল ইসলাম, জেলা পরিষদ প্রশাসক হুমায়ুন কবির রুমান প্রমুখ। এ সময় জেলার বিভিন্ন দপ্তরের প্রধান, রাজনৈতিক দলের নেতৃবৃন্দ, জনপ্রতিনিধি ও সাংবাদিকরা উপস্থিত ছিলেন। পরে রেলমন্ত্রী শেরপুরে রেলপথ নির্মাণের প্রস্তাবিত এলাকা পরিদর্শন করেন।: [421, 244, 676, 402]
article-body-8: বুলেট ট্রেন আবার বিষয়ে অবাস্তব প্রকল্প। এসব ট্রেন ঘণ্টায় সাড়ে ৩৫০ কিলোমিটার গতিতে চলতে পারে। বাংলাদেশের ক্ষেত্রে গতি কিছুটা কম হতো। তিনি বলেন, শেরপুরের পর্যটনের উন্নয়নে রেলওয়ে বিভাগের উদ্যোগে একটি মোটেল নির্মাণ এবং আধুনিক স্টেশন গড়ে তোলার পরিকল্পনা রয়েছে। এছাড়া জেলা প্রশাসক বলেন, জেলার সার্বিক উন্নয়নে রেল যোগাযোগ গুরুত্বপূর্ণ ভূমিকা রাখবে।: [421, 116, 676, 241]
headline-6: লালপুরে পদ্মার: [167, 1164, 293, 1188]
column-2: [414, 61, 676, 2369]
subhead-12: শেষের পাতার পর: [512, 958, 586, 970]
article-body-1: মাদক নিয়ন্ত্রণ, সন্ত্রাস ও উন্নয়ন প্রতিরোধসহ সার্বিক আইনশৃঙ্খলা পরিস্থিতি স্বাভাবিক রাখতে পুলিশ ও জনগণের মধ্যে পারস্পরিক সহযোগিতা ও সমন্বয় জোরদারের ওপর গুরুত্বারোপ করা হয়। এছাড়া অপরাধ প্রতিরোধে কমিউনিটি পুলিশিং কার্যক্রমকে আরও শক্তিশালী করার আহ্বান জানানো হয়। সভায় সুশীল সমাজের প্রতিনিধি, বিভিন্ন শ্রেণি-পেশার মানুষ ও কমিউনিটি পুলিশিংয়ের সংশ্লিষ্ট সদস্যরা উপস্থিত ছিলেন।: [55, 358, 404, 451]
lost-notice-1-title: হারিয়েছে: [1167, 1462, 1344, 1492]
headline-14: চাঁদাবাজি দমনে: [759, 980, 881, 1003]
masthead: [0, 0, 1550, 55]
lead-kicker: স্থায়ী বহিষ্কারের দাবি: [755, 61, 885, 90]
